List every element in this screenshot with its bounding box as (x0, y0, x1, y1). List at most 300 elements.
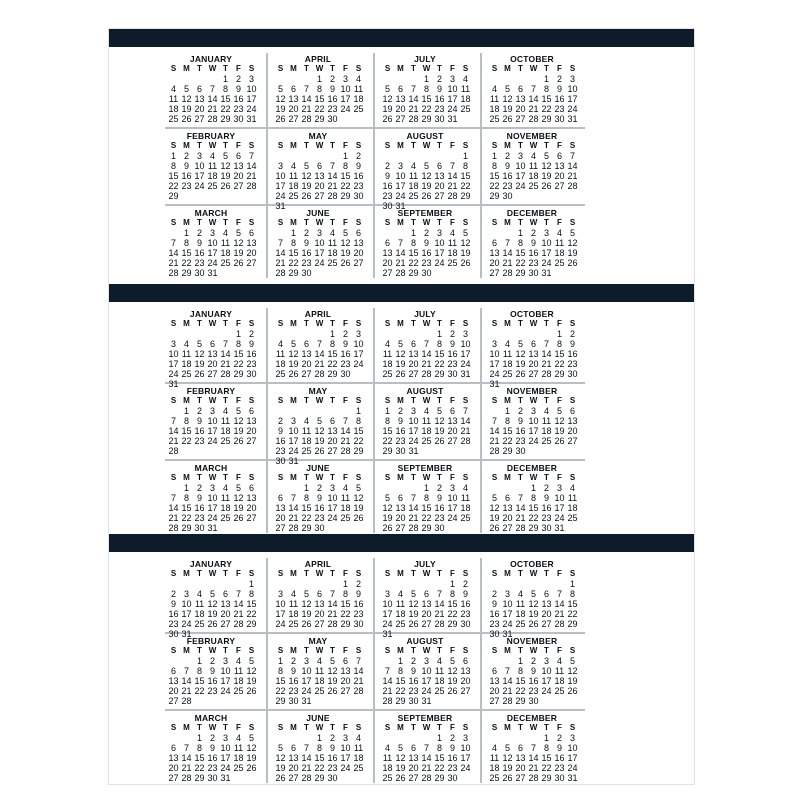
day-number: 27 (314, 619, 325, 629)
day-number: 4 (569, 483, 575, 493)
weekday-header: T (197, 141, 202, 150)
day-number: 2 (329, 733, 335, 743)
day-number: 2 (436, 483, 442, 493)
day-number: 1 (543, 74, 549, 84)
day-number: 5 (530, 589, 536, 599)
day-number: 21 (246, 171, 257, 181)
weekday-header: S (384, 723, 391, 732)
day-number: 11 (554, 666, 565, 676)
day-number: 3 (491, 339, 497, 349)
day-number: 29 (515, 696, 526, 706)
weekday-header: T (437, 646, 442, 655)
day-number: 7 (517, 493, 523, 503)
day-number: 25 (460, 513, 471, 523)
weekday-header: T (304, 141, 309, 150)
weekday-header: M (290, 646, 297, 655)
month-name: JUNE (306, 713, 330, 723)
empty-day (326, 579, 339, 589)
month-name: NOVEMBER (506, 131, 558, 141)
day-number: 9 (449, 339, 455, 349)
day-number: 20 (421, 609, 432, 619)
day-number: 13 (421, 599, 432, 609)
day-number: 20 (194, 104, 205, 114)
weekday-header: W (422, 141, 431, 150)
day-number: 8 (316, 84, 322, 94)
day-number: 25 (353, 104, 364, 114)
day-number: 23 (181, 181, 192, 191)
day-number: 29 (340, 191, 351, 201)
day-number: 27 (275, 523, 286, 533)
empty-day (381, 483, 394, 493)
weekday-header: S (569, 64, 576, 73)
day-number: 2 (410, 656, 416, 666)
day-number: 3 (342, 74, 348, 84)
day-number: 7 (504, 666, 510, 676)
empty-day (180, 329, 193, 339)
weekday-header: F (450, 646, 455, 655)
weekday-header: S (462, 218, 469, 227)
day-number: 3 (517, 151, 523, 161)
day-number: 21 (181, 763, 192, 773)
month-name: DECEMBER (506, 713, 558, 723)
day-grid (488, 396, 582, 456)
day-number: 3 (397, 161, 403, 171)
day-number: 3 (170, 339, 176, 349)
month-february (161, 635, 261, 707)
empty-day (381, 733, 394, 743)
day-number: 26 (502, 114, 513, 124)
day-number: 19 (408, 609, 419, 619)
day-number: 6 (170, 743, 176, 753)
day-number: 10 (207, 493, 218, 503)
header-band (109, 29, 694, 47)
weekday-header: S (170, 646, 177, 655)
weekday-header: F (236, 723, 241, 732)
day-number: 27 (502, 523, 513, 533)
day-number: 5 (316, 416, 322, 426)
day-number: 22 (515, 686, 526, 696)
day-number: 31 (181, 629, 192, 639)
day-number: 30 (460, 619, 471, 629)
day-number: 31 (382, 629, 393, 639)
month-june (268, 712, 368, 784)
day-number: 15 (408, 248, 419, 258)
empty-day (501, 579, 514, 589)
day-number: 25 (233, 763, 244, 773)
day-number: 6 (209, 339, 215, 349)
day-number: 18 (275, 359, 286, 369)
weekday-header: S (248, 646, 255, 655)
day-number: 3 (209, 406, 215, 416)
day-number: 4 (397, 589, 403, 599)
day-number: 24 (220, 686, 231, 696)
day-number: 3 (543, 228, 549, 238)
day-number: 13 (382, 248, 393, 258)
day-grid (381, 218, 475, 278)
day-number: 30 (301, 268, 312, 278)
day-number: 27 (233, 181, 244, 191)
day-number: 11 (233, 666, 244, 676)
day-number: 28 (168, 268, 179, 278)
day-number: 31 (502, 629, 513, 639)
day-number: 2 (290, 656, 296, 666)
day-number: 7 (410, 493, 416, 503)
day-number: 14 (554, 599, 565, 609)
day-number: 18 (220, 426, 231, 436)
day-number: 4 (449, 228, 455, 238)
weekday-header: F (236, 569, 241, 578)
day-number: 2 (556, 74, 562, 84)
day-number: 21 (181, 686, 192, 696)
weekday-header: T (518, 396, 523, 405)
day-number: 6 (277, 493, 283, 503)
weekday-header: S (170, 569, 177, 578)
day-grid (488, 723, 582, 783)
day-number: 27 (460, 686, 471, 696)
day-number: 14 (275, 248, 286, 258)
day-number: 3 (277, 161, 283, 171)
month-may (268, 385, 368, 466)
day-number: 17 (220, 753, 231, 763)
day-number: 21 (489, 436, 500, 446)
month-name: AUGUST (406, 131, 444, 141)
weekday-header: S (491, 569, 498, 578)
weekday-header: W (315, 473, 324, 482)
day-number: 28 (421, 773, 432, 783)
day-number: 4 (329, 228, 335, 238)
weekday-header: S (277, 396, 284, 405)
day-number: 2 (449, 329, 455, 339)
day-grid (381, 396, 475, 456)
day-number: 4 (436, 656, 442, 666)
weekday-header: T (518, 64, 523, 73)
day-number: 30 (528, 268, 539, 278)
day-number: 3 (449, 74, 455, 84)
day-number: 29 (460, 191, 471, 201)
day-number: 24 (447, 513, 458, 523)
empty-day (420, 579, 433, 589)
day-number: 16 (447, 753, 458, 763)
day-number: 25 (288, 619, 299, 629)
day-number: 17 (460, 349, 471, 359)
weekday-header: S (248, 723, 255, 732)
weekday-header: M (183, 64, 190, 73)
empty-day (313, 406, 326, 416)
day-number: 24 (515, 181, 526, 191)
empty-day (407, 74, 420, 84)
day-number: 24 (460, 763, 471, 773)
empty-day (287, 151, 300, 161)
month-name: FEBRUARY (186, 131, 236, 141)
row-divider (165, 459, 585, 461)
day-number: 4 (423, 406, 429, 416)
day-number: 21 (233, 609, 244, 619)
day-number: 17 (194, 171, 205, 181)
day-number: 22 (340, 609, 351, 619)
weekday-header: T (544, 141, 549, 150)
day-number: 7 (303, 743, 309, 753)
day-number: 11 (207, 161, 218, 171)
day-number: 30 (353, 619, 364, 629)
day-number: 28 (541, 369, 552, 379)
empty-day (287, 406, 300, 416)
day-grid (274, 319, 368, 379)
day-number: 7 (303, 84, 309, 94)
day-number: 3 (303, 656, 309, 666)
day-number: 17 (528, 426, 539, 436)
day-number: 9 (209, 666, 215, 676)
day-number: 31 (220, 773, 231, 783)
day-number: 29 (314, 114, 325, 124)
day-grid (167, 396, 261, 456)
weekday-header: T (304, 218, 309, 227)
day-grid (167, 473, 261, 533)
day-number: 14 (408, 503, 419, 513)
day-number: 1 (222, 74, 228, 84)
day-number: 29 (528, 523, 539, 533)
day-number: 10 (168, 349, 179, 359)
day-number: 23 (447, 359, 458, 369)
day-grid (488, 473, 582, 533)
day-number: 11 (353, 84, 364, 94)
day-number: 27 (528, 369, 539, 379)
day-number: 7 (543, 339, 549, 349)
day-number: 19 (382, 104, 393, 114)
day-number: 1 (530, 483, 536, 493)
empty-day (193, 329, 206, 339)
day-number: 4 (491, 84, 497, 94)
day-number: 6 (543, 589, 549, 599)
day-number: 5 (517, 339, 523, 349)
weekday-header: S (355, 141, 362, 150)
day-number: 18 (181, 359, 192, 369)
day-number: 28 (489, 446, 500, 456)
weekday-header: S (248, 473, 255, 482)
day-number: 22 (194, 763, 205, 773)
day-number: 21 (502, 258, 513, 268)
day-number: 7 (290, 493, 296, 503)
weekday-header: M (504, 141, 511, 150)
weekday-header: W (208, 319, 217, 328)
weekday-header: M (290, 64, 297, 73)
day-number: 8 (342, 161, 348, 171)
day-number: 19 (220, 171, 231, 181)
day-number: 16 (567, 349, 578, 359)
day-number: 14 (207, 94, 218, 104)
day-number: 23 (194, 436, 205, 446)
day-number: 23 (554, 763, 565, 773)
day-number: 9 (462, 589, 468, 599)
empty-day (167, 483, 180, 493)
day-number: 3 (410, 406, 416, 416)
month-november (482, 130, 582, 202)
day-number: 11 (194, 599, 205, 609)
day-number: 11 (340, 493, 351, 503)
day-number: 19 (528, 609, 539, 619)
month-may (268, 635, 368, 707)
day-number: 26 (567, 686, 578, 696)
day-number: 25 (382, 369, 393, 379)
day-number: 5 (342, 228, 348, 238)
day-number: 3 (569, 74, 575, 84)
day-number: 18 (434, 676, 445, 686)
day-number: 15 (181, 503, 192, 513)
day-number: 30 (340, 369, 351, 379)
empty-day (381, 74, 394, 84)
day-number: 13 (314, 599, 325, 609)
day-number: 1 (436, 733, 442, 743)
day-number: 17 (502, 609, 513, 619)
empty-day (300, 74, 313, 84)
weekday-header: F (343, 396, 348, 405)
day-number: 13 (567, 416, 578, 426)
weekday-header: W (422, 64, 431, 73)
empty-day (488, 733, 501, 743)
day-number: 18 (314, 676, 325, 686)
day-number: 19 (275, 104, 286, 114)
day-number: 16 (207, 753, 218, 763)
day-number: 9 (235, 84, 241, 94)
day-grid (274, 396, 368, 466)
month-name: APRIL (304, 54, 332, 64)
empty-day (514, 733, 527, 743)
month-name: NOVEMBER (506, 386, 558, 396)
month-january (161, 558, 261, 639)
day-number: 27 (220, 619, 231, 629)
weekday-header: F (450, 218, 455, 227)
day-number: 13 (515, 753, 526, 763)
day-number: 14 (340, 426, 351, 436)
day-number: 19 (460, 248, 471, 258)
day-number: 8 (530, 493, 536, 503)
day-number: 29 (220, 114, 231, 124)
day-number: 24 (567, 104, 578, 114)
day-number: 25 (275, 369, 286, 379)
day-number: 18 (447, 248, 458, 258)
empty-day (167, 656, 180, 666)
day-grid (167, 64, 261, 124)
day-number: 11 (233, 743, 244, 753)
empty-day (433, 579, 446, 589)
day-number: 7 (316, 339, 322, 349)
day-number: 19 (327, 676, 338, 686)
day-number: 3 (504, 589, 510, 599)
day-number: 8 (329, 339, 335, 349)
day-number: 11 (447, 238, 458, 248)
day-number: 3 (355, 329, 361, 339)
weekday-header: F (236, 646, 241, 655)
day-number: 12 (434, 416, 445, 426)
day-number: 20 (246, 426, 257, 436)
day-number: 26 (528, 619, 539, 629)
day-number: 21 (554, 609, 565, 619)
weekday-header: S (170, 319, 177, 328)
weekday-header: M (397, 319, 404, 328)
day-number: 22 (314, 104, 325, 114)
day-number: 6 (170, 666, 176, 676)
day-number: 16 (434, 503, 445, 513)
empty-day (488, 406, 501, 416)
weekday-header: T (197, 646, 202, 655)
day-number: 20 (447, 426, 458, 436)
day-number: 6 (517, 84, 523, 94)
day-number: 5 (235, 483, 241, 493)
day-number: 5 (209, 589, 215, 599)
day-number: 17 (489, 359, 500, 369)
day-number: 16 (353, 171, 364, 181)
day-number: 15 (434, 753, 445, 763)
weekday-header: T (197, 473, 202, 482)
day-number: 2 (209, 656, 215, 666)
weekday-header: W (529, 646, 538, 655)
day-number: 20 (541, 609, 552, 619)
day-number: 15 (382, 426, 393, 436)
weekday-header: S (277, 723, 284, 732)
day-number: 24 (460, 359, 471, 369)
day-number: 30 (233, 114, 244, 124)
day-number: 20 (434, 181, 445, 191)
day-number: 31 (301, 696, 312, 706)
day-number: 1 (248, 579, 254, 589)
day-number: 5 (183, 84, 189, 94)
day-number: 3 (183, 589, 189, 599)
day-number: 6 (290, 743, 296, 753)
day-number: 1 (556, 329, 562, 339)
weekday-header: F (236, 473, 241, 482)
empty-day (407, 579, 420, 589)
day-number: 12 (233, 493, 244, 503)
day-number: 2 (504, 151, 510, 161)
weekday-header: S (170, 723, 177, 732)
weekday-header: M (504, 64, 511, 73)
day-number: 6 (248, 406, 254, 416)
weekday-header: T (304, 396, 309, 405)
day-number: 15 (168, 171, 179, 181)
month-august (375, 635, 475, 707)
day-number: 7 (436, 589, 442, 599)
day-number: 3 (556, 483, 562, 493)
day-number: 6 (397, 493, 403, 503)
day-number: 10 (567, 84, 578, 94)
weekday-header: M (397, 473, 404, 482)
day-number: 21 (408, 104, 419, 114)
day-number: 25 (181, 369, 192, 379)
day-number: 12 (246, 666, 257, 676)
empty-day (394, 733, 407, 743)
month-name: APRIL (304, 309, 332, 319)
day-number: 24 (528, 436, 539, 446)
weekday-header: T (411, 141, 416, 150)
day-number: 12 (340, 238, 351, 248)
weekday-header: S (491, 218, 498, 227)
day-number: 17 (460, 753, 471, 763)
empty-day (407, 733, 420, 743)
day-number: 10 (460, 339, 471, 349)
weekday-header: F (343, 319, 348, 328)
weekday-header: W (315, 141, 324, 150)
day-grid (381, 473, 475, 533)
day-number: 12 (233, 238, 244, 248)
day-grid (167, 218, 261, 278)
month-june (268, 462, 368, 534)
day-number: 16 (168, 609, 179, 619)
day-number: 29 (181, 523, 192, 533)
day-number: 10 (275, 599, 286, 609)
day-number: 13 (489, 676, 500, 686)
empty-day (232, 579, 245, 589)
day-number: 7 (462, 406, 468, 416)
day-grid (274, 723, 368, 783)
